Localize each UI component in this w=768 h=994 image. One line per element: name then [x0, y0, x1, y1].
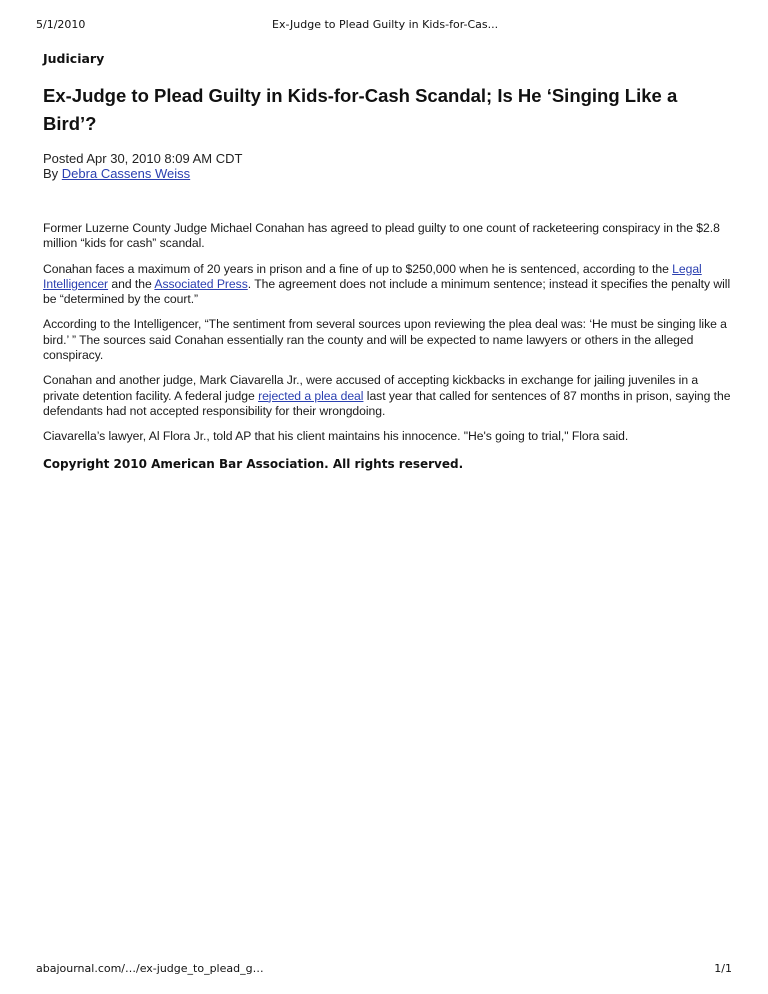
- byline: [43, 166, 733, 181]
- p2-text-c: . The agreement does not include a minimum sentence; instead it specifies the penalty will be “determined by the court.”: [43, 276, 731, 307]
- paragraph-1: Former Luzerne County Judge Michael Conahan has agreed to plead guilty to one count of racketeering conspiracy in the $2.8 million “kids for cash” scandal.: [43, 221, 720, 251]
- article-headline: Ex-Judge to Plead Guilty in Kids-for-Cash Scandal; Is He ‘Singing Like a Bird’?: [43, 85, 678, 134]
- copyright-notice: Copyright 2010 American Bar Association. All rights reserved.: [43, 456, 464, 471]
- p2-text-a: Conahan faces a maximum of 20 years in prison and a fine of up to $250,000 when he is sentenced, according to the: [43, 261, 673, 276]
- paragraph-4: [43, 373, 733, 419]
- p2-text-b: and the: [108, 276, 155, 291]
- paragraph-3: According to the Intelligencer, “The sentiment from several sources upon reviewing the plea deal was: ‘He must be singing like a bird.’ ” The sources said Conahan essentially ran the county and will be expected to name lawyers or others in the alleged conspiracy.: [43, 317, 727, 363]
- print-doc-title: Ex-Judge to Plead Guilty in Kids-for-Cas...: [272, 18, 499, 31]
- page-number: 1/1: [714, 962, 732, 975]
- paragraph-5: Ciavarella’s lawyer, Al Flora Jr., told AP that his client maintains his innocence. "He's going to trial," Flora said.: [43, 429, 629, 444]
- print-url: abajournal.com/…/ex-judge_to_plead_g…: [36, 962, 264, 975]
- print-footer: [36, 962, 732, 978]
- paragraph-2: [43, 262, 733, 308]
- section-label: Judiciary: [43, 51, 105, 66]
- rejected-plea-deal-link[interactable]: rejected a plea deal: [258, 388, 364, 403]
- posted-date: Posted Apr 30, 2010 8:09 AM CDT: [43, 151, 243, 166]
- print-header: [36, 18, 732, 34]
- p4-text-a: Conahan and another judge, Mark Ciavarella Jr., were accused of accepting kickbacks in exchange for jailing juveniles in a private detention facility. A federal judge: [43, 373, 699, 403]
- author-link[interactable]: Debra Cassens Weiss: [61, 166, 191, 181]
- article-meta: [43, 151, 733, 181]
- article: [43, 50, 733, 472]
- byline-prefix: By: [43, 166, 62, 181]
- print-date: 5/1/2010: [36, 18, 86, 31]
- legal-intelligencer-link[interactable]: Legal Intelligencer: [43, 261, 702, 291]
- p4-text-b: last year that called for sentences of 87 months in prison, saying the defendants had not accepted responsibility for their wrongdoing.: [43, 388, 731, 418]
- associated-press-link[interactable]: Associated Press: [154, 276, 248, 291]
- article-body: [43, 221, 733, 445]
